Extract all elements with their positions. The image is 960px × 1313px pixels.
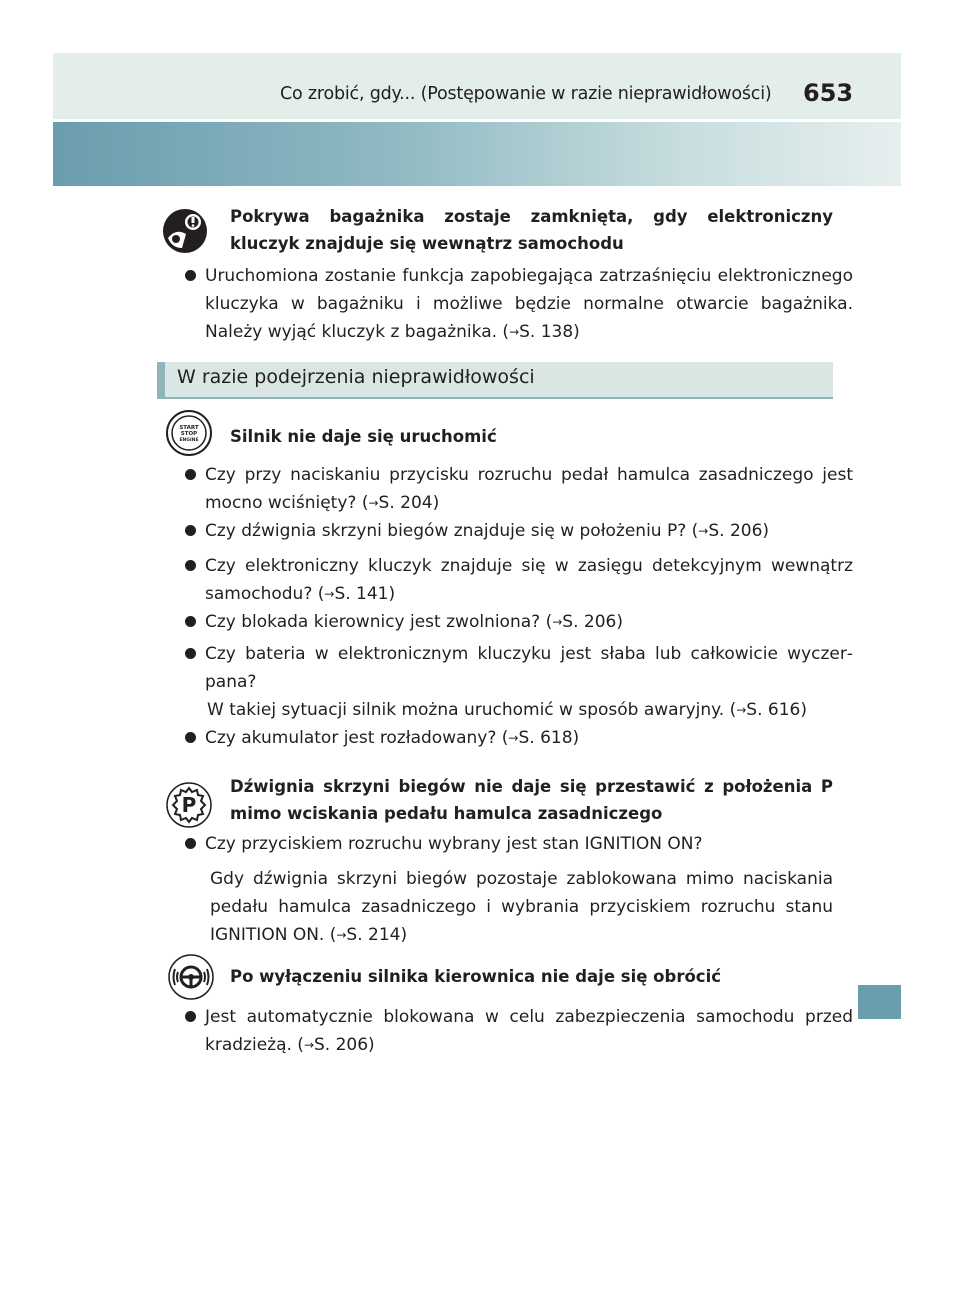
section-title: W razie podejrzenia nieprawidłowości	[177, 366, 535, 388]
page-reference[interactable]: S. 204)	[378, 493, 440, 513]
engine-heading: Silnik nie daje się uruchomić	[230, 427, 497, 446]
start-stop-engine-icon	[166, 410, 212, 456]
shift-paragraph-text: Gdy dźwignia skrzyni biegów pozostaje zablokowana mimo naciskania pedału hamulca zasadniczego i wybrania przyciskiem rozruchu stanu IGNITION ON. (	[210, 869, 833, 945]
list-item	[185, 640, 853, 724]
page-reference[interactable]: S. 206)	[562, 612, 623, 632]
bullet-dot	[185, 560, 196, 571]
page-reference[interactable]: S. 206)	[314, 1035, 375, 1055]
header-band	[53, 122, 901, 186]
steering-heading: Po wyłączeniu silnika kierownica nie daje się obrócić	[230, 967, 722, 986]
page-reference[interactable]: S. 214)	[346, 925, 408, 945]
list-item	[185, 262, 853, 346]
arrow-icon: →	[698, 524, 709, 538]
arrow-icon: →	[368, 496, 379, 510]
bullet-dot	[185, 732, 196, 743]
steering-wheel-icon	[168, 954, 214, 1000]
list-item	[185, 461, 853, 517]
bullet-dot	[185, 838, 196, 849]
shift-heading: Dźwignia skrzyni biegów nie daje się przestawić z położenia P mimo wciskania pedału hamulca zasadniczego	[230, 777, 833, 823]
list-item	[185, 552, 853, 608]
arrow-icon: →	[552, 615, 563, 629]
arrow-icon: →	[508, 731, 519, 745]
arrow-icon: →	[736, 703, 747, 717]
arrow-icon: →	[303, 1038, 314, 1052]
bullet-dot	[185, 648, 196, 659]
engine-bullet-text: Czy akumulator jest rozładowany? (	[205, 728, 509, 748]
note-text: W takiej sytuacji silnik można uruchomić w sposób awaryjny. (	[207, 700, 737, 720]
shift-paragraph	[210, 865, 833, 949]
page-reference[interactable]: S. 618)	[518, 728, 580, 748]
bullet-dot	[185, 525, 196, 536]
steering-bullet-text: Jest automatycznie blokowana w celu zabezpieczenia samochodu przed kradzieżą. (	[205, 1007, 853, 1055]
section-accent	[157, 362, 165, 397]
bullet-dot	[185, 1011, 196, 1022]
engine-bullet-text: Czy elektroniczny kluczyk znajduje się w zasięgu detekcyjnym wewnątrz samochodu? (	[205, 556, 853, 604]
icon-letter: P	[181, 793, 197, 817]
page-reference[interactable]: S. 206)	[708, 521, 770, 541]
list-item	[185, 830, 853, 858]
list-item	[185, 1003, 853, 1059]
engine-bullet-text: Czy przy naciskaniu przycisku rozruchu pedał hamulca zasadniczego jest mocno wciśnięty? (	[205, 465, 853, 513]
header-title: Co zrobić, gdy... (Postępowanie w razie nieprawidłowości)	[280, 84, 772, 104]
engine-bullet-text: Czy dźwignia skrzyni biegów znajduje się w położeniu P? (	[205, 521, 699, 541]
arrow-icon: →	[336, 928, 347, 942]
list-item	[185, 724, 853, 752]
shift-bullet-text: Czy przyciskiem rozruchu wybrany jest stan IGNITION ON?	[205, 834, 703, 854]
page-reference[interactable]: S. 141)	[334, 584, 396, 604]
trunk-heading: Pokrywa bagażnika zostaje zamknięta, gdy elektroniczny kluczyk znajduje się wewnątrz samochodu	[230, 207, 833, 253]
bullet-dot	[185, 270, 196, 281]
engine-bullet-text: Czy blokada kierownicy jest zwolniona? (	[205, 612, 553, 632]
icon-label-stop: STOP	[180, 431, 198, 437]
engine-bullet-text: Czy bateria w elektronicznym kluczyku jest słaba lub całkowicie wyczerpana?	[205, 644, 853, 692]
arrow-icon: →	[324, 587, 335, 601]
icon-label-start: START	[179, 425, 199, 431]
page-reference[interactable]: S. 616)	[746, 700, 807, 720]
bullet-dot	[185, 616, 196, 627]
page-reference[interactable]: S. 138)	[519, 322, 580, 342]
arrow-icon: →	[509, 325, 520, 339]
list-item	[185, 608, 853, 636]
chapter-tab	[858, 985, 901, 1019]
page-number: 653	[803, 79, 854, 107]
list-item	[185, 517, 853, 545]
bullet-note	[205, 696, 853, 724]
p-gear-icon	[166, 782, 212, 828]
key-lock-icon	[162, 208, 208, 254]
icon-label-engine: ENGINE	[179, 438, 199, 443]
section-heading-bar	[157, 362, 833, 399]
bullet-dot	[185, 469, 196, 480]
trunk-bullet-text: Uruchomiona zostanie funkcja zapobiegająca zatrzaśnięciu elektronicznego kluczyka w bagażniku i możliwe będzie normalne otwarcie bagażnika. Należy wyjąć kluczyk z bagażnika. (	[205, 266, 853, 342]
